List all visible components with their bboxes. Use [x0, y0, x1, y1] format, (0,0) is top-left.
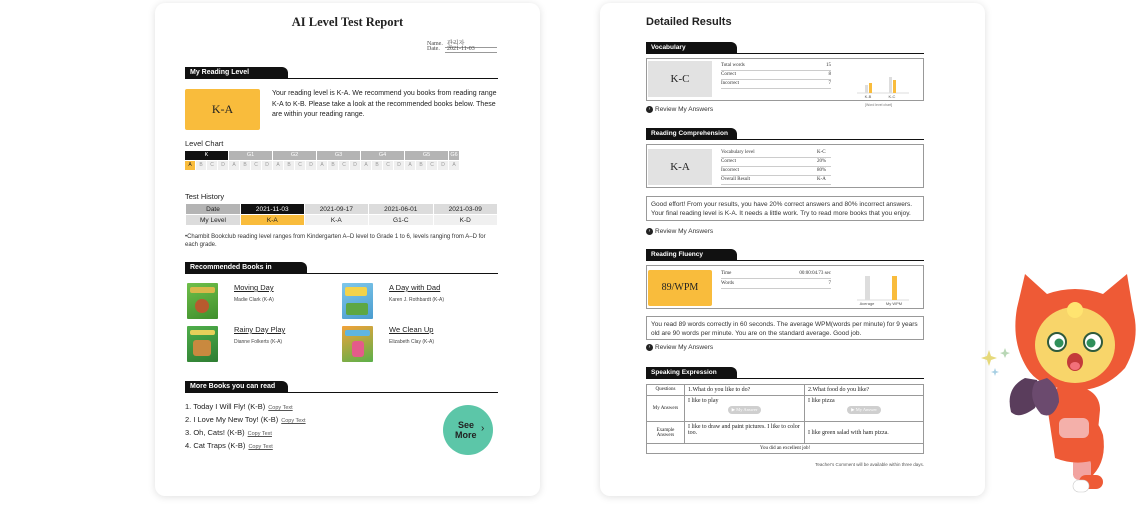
level-chart-sub-level: A [229, 161, 240, 170]
level-chart-sub-level: B [196, 161, 207, 170]
reading-fluency-header: Reading Fluency [646, 249, 924, 261]
date-row: Date. 2021-11-03 [427, 46, 497, 53]
review-answers-link[interactable]: › Review My Answers [646, 106, 713, 113]
level-chart-sub-level: C [251, 161, 262, 170]
level-chart-groups [185, 151, 460, 160]
play-my-answer-button[interactable]: ▶ My Answer [728, 406, 762, 414]
level-chart-sub-level: A [361, 161, 372, 170]
teacher-note: Teacher's Comment will be available within three days. [815, 462, 924, 467]
stat-row: Time 00:00:04.73 sec [721, 271, 831, 279]
fluency-message: You read 89 words correctly in 60 seconds. The average WPM(words per minute) for 9 years old are 90 words per minute. You are on the standard average. Good job. [646, 316, 924, 340]
chevron-right-icon: › [646, 106, 653, 113]
test-history-table [185, 203, 498, 226]
report-card [155, 3, 540, 496]
level-chart-sub-level: B [372, 161, 383, 170]
vocabulary-stats [721, 63, 831, 93]
stat-row: Incorrect 7 [721, 81, 831, 89]
report-title: AI Level Test Report [291, 15, 404, 29]
list-item: 4. Cat Traps (K-B) Copy Text [185, 441, 273, 450]
level-chart-sub-level: B [240, 161, 251, 170]
book-cover-moving-day[interactable] [187, 283, 218, 319]
comprehension-panel [646, 144, 924, 188]
table-row: Example Answers I like to draw and paint pictures. I like to color too. I like green salad with ham pizza. [647, 422, 924, 444]
level-chart-sub-level: A [405, 161, 416, 170]
copy-text-link[interactable]: Copy Text [268, 405, 293, 411]
book-cover-a-day-with-dad[interactable] [342, 283, 373, 319]
level-chart-group-g2: G2 [273, 151, 317, 160]
copy-text-link[interactable]: Copy Text [281, 418, 306, 424]
stat-row: Words 7 [721, 281, 831, 289]
review-answers-link[interactable]: › Review My Answers [646, 344, 713, 351]
recommended-books-header: Recommended Books in Bookclubs [185, 262, 498, 274]
chart-bar [865, 85, 868, 93]
list-item: 3. Oh, Cats! (K-B) Copy Text [185, 428, 272, 437]
level-chart-sub-level: B [328, 161, 339, 170]
detailed-results-title: Detailed Results [646, 16, 732, 28]
vocabulary-header: Vocabulary [646, 42, 924, 54]
book-author: Dianne Folkerts (K-A) [234, 339, 283, 345]
comprehension-message: Good effort! From your results, you have 20% correct answers and 80% incorrect answers. Your final reading level is K-A. It needs a little work. Try to read more books that you enjoy. [646, 196, 924, 221]
stat-row: Total words 15 [721, 63, 831, 71]
table-row: Questions 1.What do you like to do? 2.What food do you like? [647, 385, 924, 396]
speaking-table [646, 384, 924, 454]
level-chart-group-g4: G4 [361, 151, 405, 160]
copy-text-link[interactable]: Copy Text [247, 431, 272, 437]
level-chart-sub-level: B [416, 161, 427, 170]
level-chart-sub-level: D [394, 161, 405, 170]
detailed-results-card [600, 3, 985, 496]
level-chart-group-g6: G6 [449, 151, 460, 160]
level-chart-sub-level: A [449, 161, 460, 170]
copy-text-link[interactable]: Copy Text [248, 444, 273, 450]
level-chart-sub-level: C [427, 161, 438, 170]
comprehension-stats [721, 150, 831, 186]
review-answers-link[interactable]: › Review My Answers [646, 228, 713, 235]
chart-bar [865, 276, 870, 300]
chart-bar [869, 83, 872, 93]
book-cover-we-clean-up[interactable] [342, 326, 373, 362]
date-value: 2021-11-03 [445, 46, 497, 53]
chevron-right-icon: › [481, 423, 485, 434]
speaking-expression-header: Speaking Expression [646, 367, 924, 379]
table-row: My Answers I like to play ▶ My Answer I like pizza ▶ My Answer [647, 396, 924, 422]
list-item: 2. I Love My New Toy! (K-B) Copy Text [185, 415, 306, 424]
fluency-wpm: 89/WPM [648, 270, 712, 306]
reading-level-badge: K-A [185, 89, 260, 130]
level-chart-sub-level: A [317, 161, 328, 170]
name-value: 관리자 [445, 38, 497, 48]
level-chart-sub-level: A [185, 161, 196, 170]
list-item: 1. Today I Will Fly! (K-B) Copy Text [185, 402, 293, 411]
chart-tick-label: Average [859, 301, 875, 306]
book-cover-rainy-day-play[interactable] [187, 326, 218, 362]
level-chart-title: Level Chart [185, 139, 224, 148]
level-chart-sub-level: A [273, 161, 284, 170]
book-author: Madie Clark (K-A) [234, 297, 274, 303]
level-chart-group-k: K [185, 151, 229, 160]
fluency-chart [853, 270, 913, 308]
level-description: Your reading level is K-A. We recommend you books from reading range K-A to K-B. Please take a look at the recommended books below. These are within your reading range. [272, 90, 497, 118]
history-level-row: My Level K-A K-A G1-C K-D [186, 215, 498, 226]
book-title-we-clean-up[interactable]: We Clean Up [389, 325, 434, 334]
stat-row: Correct 20% [721, 159, 831, 167]
level-chart-group-g3: G3 [317, 151, 361, 160]
sparkle-icon [981, 348, 1010, 376]
chart-tick-label: K-C [888, 94, 896, 99]
word-level-chart-caption: [Word level chart] [865, 103, 893, 107]
play-my-answer-button[interactable]: ▶ My Answer [847, 406, 881, 414]
stat-row: Overall Result K-A [721, 177, 831, 185]
chevron-right-icon: › [646, 228, 653, 235]
level-chart-sub-level: D [438, 161, 449, 170]
book-author: Elizabeth Clay (K-A) [389, 339, 435, 345]
name-row: Name. 관리자 [427, 38, 497, 48]
chevron-right-icon: › [646, 344, 653, 351]
stat-row: Incorrect 80% [721, 168, 831, 176]
chart-bar [892, 276, 897, 300]
comprehension-level: K-A [648, 149, 712, 185]
level-chart-sub-level: D [218, 161, 229, 170]
book-title-a-day-with-dad[interactable]: A Day with Dad [389, 283, 441, 292]
more-books-header: More Books you can read [185, 381, 498, 393]
level-chart-group-g5: G5 [405, 151, 449, 160]
chart-bar [889, 77, 892, 93]
level-chart-sub-level: C [339, 161, 350, 170]
level-chart-sub-level: B [284, 161, 295, 170]
level-chart-subs [185, 161, 460, 170]
see-more-button[interactable]: See More › [443, 405, 493, 455]
fluency-stats [721, 271, 831, 291]
book-author: Karen J. Rothbardt (K-A) [389, 297, 445, 303]
more-books-list [185, 401, 306, 453]
history-note: •Chambit Bookclub reading level ranges from Kindergarten A–D level to Grade 1 to 6, levels ranging from A–D for each grade. [185, 234, 486, 248]
book-title-rainy-day-play[interactable]: Rainy Day Play [234, 325, 286, 334]
fox-mascot-illustration [975, 270, 1140, 498]
chart-bar [893, 80, 896, 93]
word-level-chart [853, 67, 913, 100]
reading-comprehension-header: Reading Comprehension [646, 128, 924, 140]
level-chart-sub-level: D [306, 161, 317, 170]
fluency-panel [646, 265, 924, 309]
level-chart-sub-level: C [207, 161, 218, 170]
level-chart-sub-level: D [262, 161, 273, 170]
book-title-moving-day[interactable]: Moving Day [234, 283, 274, 292]
history-date-row: Date 2021-11-03 2021-09-17 2021-06-01 2021-03-09 [186, 204, 498, 215]
vocabulary-level: K-C [648, 61, 712, 97]
vocabulary-panel [646, 58, 924, 107]
level-chart-sub-level: D [350, 161, 361, 170]
level-chart-group-g1: G1 [229, 151, 273, 160]
table-row: You did an excellent job! [647, 444, 924, 454]
chart-tick-label: K-B [864, 94, 872, 99]
level-chart-sub-level: C [383, 161, 394, 170]
my-reading-level-header: My Reading Level [185, 67, 498, 79]
test-history-title: Test History [185, 192, 225, 201]
chart-tick-label: My WPM [885, 301, 903, 306]
stat-row: Correct 8 [721, 72, 831, 80]
level-chart-sub-level: C [295, 161, 306, 170]
stat-row: Vocabulary level K-C [721, 150, 831, 158]
